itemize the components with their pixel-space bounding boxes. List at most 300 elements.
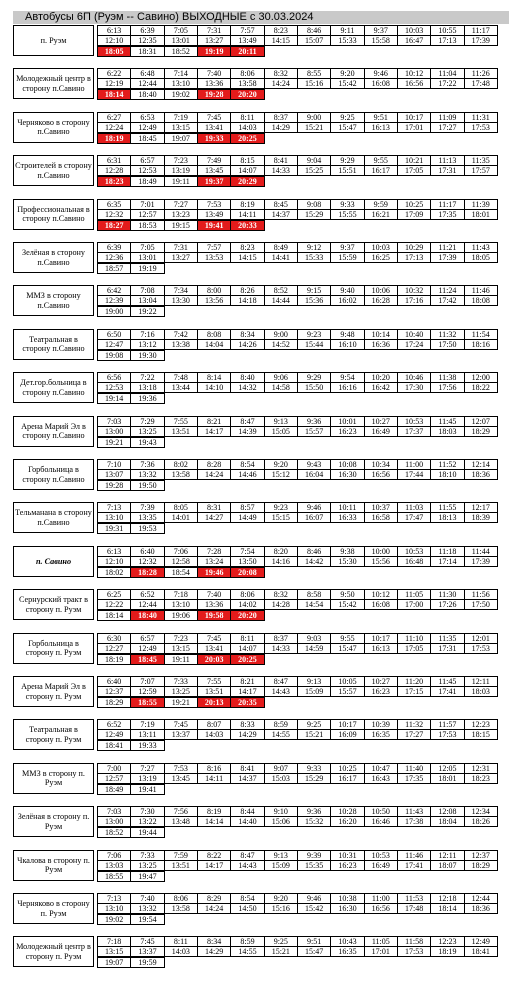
departure-time-cell: 11:44 — [464, 546, 498, 557]
times-grid — [97, 850, 509, 883]
departure-time-cell: 7:54 — [230, 546, 264, 557]
stop-block — [13, 242, 509, 273]
stop-name: Зелёная в сторону п.Савино — [13, 242, 94, 273]
stop-name: п. Руэм — [13, 25, 94, 56]
departure-time-cell: 18:05 — [97, 46, 131, 57]
departure-time-cell: 9:00 — [297, 112, 331, 123]
departure-time-cell: 12:58 — [164, 556, 198, 567]
departure-time-cell: 15:05 — [264, 426, 298, 437]
departure-time-cell: 13:53 — [197, 252, 231, 263]
departure-time-cell: 13:15 — [164, 122, 198, 133]
departure-time-cell: 15:55 — [330, 209, 364, 220]
departure-time-cell: 8:59 — [230, 936, 264, 947]
departure-time-cell: 17:53 — [397, 946, 431, 957]
departure-time-cell: 12:28 — [97, 165, 131, 176]
departure-time-cell: 16:02 — [330, 295, 364, 306]
departure-time-cell: 11:35 — [430, 633, 464, 644]
departure-time-cell: 6:39 — [130, 25, 164, 36]
stop-name: Тельманана в сторону п.Савино — [13, 502, 94, 533]
departure-time-cell: 20:33 — [230, 220, 264, 231]
stop-block — [13, 633, 509, 664]
departure-time-cell: 13:27 — [197, 35, 231, 46]
departure-time-cell: 12:11 — [464, 676, 498, 687]
departure-time-cell: 12:53 — [97, 382, 131, 393]
departure-time-cell: 8:47 — [230, 850, 264, 861]
times-row — [97, 568, 509, 579]
departure-time-cell: 16:13 — [364, 122, 398, 133]
departure-time-cell: 10:28 — [330, 806, 364, 817]
departure-time-cell: 7:18 — [164, 589, 198, 600]
departure-time-cell: 16:30 — [330, 903, 364, 914]
departure-time-cell: 8:05 — [164, 502, 198, 513]
stop-block — [13, 112, 509, 143]
departure-time-cell: 16:30 — [330, 469, 364, 480]
departure-time-cell: 10:25 — [330, 763, 364, 774]
stop-name: Молодежный центр в сторону п. Руэм — [13, 936, 94, 967]
departure-time-cell: 8:37 — [264, 633, 298, 644]
departure-time-cell: 14:24 — [197, 469, 231, 480]
departure-time-cell: 6:35 — [97, 199, 131, 210]
departure-time-cell: 8:46 — [297, 25, 331, 36]
departure-time-cell: 7:14 — [164, 68, 198, 79]
departure-time-cell: 8:02 — [164, 459, 198, 470]
departure-time-cell: 20:35 — [230, 697, 264, 708]
departure-time-cell: 13:51 — [164, 426, 198, 437]
departure-time-cell: 10:38 — [330, 893, 364, 904]
departure-time-cell: 19:47 — [130, 871, 164, 882]
departure-time-cell: 14:14 — [197, 816, 231, 827]
departure-time-cell: 11:58 — [397, 936, 431, 947]
departure-time-cell: 7:31 — [197, 25, 231, 36]
departure-time-cell: 12:57 — [130, 209, 164, 220]
departure-time-cell: 15:29 — [297, 209, 331, 220]
departure-time-cell: 8:44 — [230, 806, 264, 817]
departure-time-cell: 13:10 — [164, 599, 198, 610]
departure-time-cell: 17:24 — [397, 339, 431, 350]
departure-time-cell: 9:29 — [297, 372, 331, 383]
departure-time-cell: 17:01 — [397, 122, 431, 133]
departure-time-cell: 14:29 — [230, 729, 264, 740]
departure-time-cell: 15:42 — [330, 78, 364, 89]
departure-time-cell: 18:52 — [97, 827, 131, 838]
departure-time-cell: 13:48 — [164, 816, 198, 827]
departure-time-cell: 17:35 — [430, 209, 464, 220]
stop-block — [13, 329, 509, 360]
stop-block — [13, 25, 509, 56]
departure-time-cell: 13:35 — [130, 512, 164, 523]
departure-time-cell: 11:26 — [464, 68, 498, 79]
departure-time-cell: 15:07 — [297, 35, 331, 46]
departure-time-cell: 12:36 — [97, 252, 131, 263]
departure-time-cell: 13:04 — [130, 295, 164, 306]
departure-time-cell: 17:37 — [397, 426, 431, 437]
departure-time-cell: 16:49 — [364, 860, 398, 871]
departure-time-cell: 16:17 — [364, 165, 398, 176]
departure-time-cell: 13:07 — [97, 469, 131, 480]
departure-time-cell: 11:31 — [464, 112, 498, 123]
departure-time-cell: 7:40 — [197, 68, 231, 79]
departure-time-cell: 14:17 — [197, 426, 231, 437]
departure-time-cell: 18:03 — [464, 686, 498, 697]
departure-time-cell: 17:41 — [397, 860, 431, 871]
departure-time-cell: 13:58 — [164, 903, 198, 914]
departure-time-cell: 8:00 — [197, 285, 231, 296]
departure-time-cell: 19:14 — [97, 393, 131, 404]
departure-time-cell: 14:41 — [264, 252, 298, 263]
departure-time-cell: 19:11 — [164, 654, 198, 665]
departure-time-cell: 17:30 — [397, 382, 431, 393]
departure-time-cell: 7:45 — [130, 936, 164, 947]
stop-block — [13, 850, 509, 881]
departure-time-cell: 14:29 — [264, 122, 298, 133]
departure-time-cell: 13:58 — [164, 469, 198, 480]
departure-time-cell: 11:54 — [464, 329, 498, 340]
departure-time-cell: 12:10 — [97, 556, 131, 567]
departure-time-cell: 16:10 — [330, 339, 364, 350]
page-title: Автобусы 6П (Руэм -- Савино) ВЫХОДНЫЕ с 30.03.2024 — [13, 11, 509, 24]
departure-time-cell: 18:03 — [430, 426, 464, 437]
departure-time-cell: 19:28 — [197, 89, 231, 100]
departure-time-cell: 13:12 — [130, 339, 164, 350]
departure-time-cell: 18:14 — [97, 610, 131, 621]
departure-time-cell: 6:31 — [97, 155, 131, 166]
departure-time-cell: 19:22 — [130, 306, 164, 317]
departure-time-cell: 16:42 — [364, 382, 398, 393]
departure-time-cell: 16:17 — [330, 773, 364, 784]
times-row — [97, 177, 509, 188]
stop-name: Театральная в сторону п. Руэм — [13, 719, 94, 750]
departure-time-cell: 12:57 — [97, 773, 131, 784]
departure-time-cell: 12:34 — [464, 806, 498, 817]
departure-time-cell: 19:19 — [130, 263, 164, 274]
departure-time-cell: 13:00 — [97, 816, 131, 827]
departure-time-cell: 6:22 — [97, 68, 131, 79]
departure-time-cell: 18:45 — [130, 654, 164, 665]
departure-time-cell: 9:13 — [297, 676, 331, 687]
stop-name: ММЗ в сторону п. Руэм — [13, 763, 94, 794]
departure-time-cell: 9:46 — [297, 502, 331, 513]
departure-time-cell: 19:59 — [130, 957, 164, 968]
departure-time-cell: 13:51 — [164, 860, 198, 871]
departure-time-cell: 18:01 — [430, 773, 464, 784]
departure-time-cell: 13:38 — [164, 339, 198, 350]
departure-time-cell: 19:41 — [130, 784, 164, 795]
departure-time-cell: 8:47 — [230, 416, 264, 427]
departure-time-cell: 11:32 — [430, 329, 464, 340]
times-row — [97, 611, 509, 622]
departure-time-cell: 16:09 — [330, 729, 364, 740]
departure-time-cell: 10:43 — [330, 936, 364, 947]
stop-block — [13, 589, 509, 620]
departure-time-cell: 15:12 — [264, 469, 298, 480]
departure-time-cell: 8:19 — [197, 806, 231, 817]
departure-time-cell: 14:58 — [264, 382, 298, 393]
departure-time-cell: 12:59 — [130, 686, 164, 697]
departure-time-cell: 11:40 — [397, 763, 431, 774]
departure-time-cell: 18:31 — [130, 46, 164, 57]
times-grid — [97, 936, 509, 969]
departure-time-cell: 14:44 — [264, 295, 298, 306]
departure-time-cell: 19:21 — [97, 437, 131, 448]
stop-name: Строителей в сторону п.Савино — [13, 155, 94, 186]
departure-time-cell: 14:28 — [264, 599, 298, 610]
stop-name: Театральная в сторону п.Савино — [13, 329, 94, 360]
departure-time-cell: 19:15 — [164, 220, 198, 231]
departure-time-cell: 18:10 — [430, 469, 464, 480]
departure-time-cell: 11:00 — [397, 459, 431, 470]
departure-time-cell: 10:11 — [330, 502, 364, 513]
departure-time-cell: 8:21 — [230, 676, 264, 687]
departure-time-cell: 10:25 — [397, 199, 431, 210]
departure-time-cell: 15:42 — [297, 903, 331, 914]
departure-time-cell: 14:01 — [164, 512, 198, 523]
departure-time-cell: 11:00 — [364, 893, 398, 904]
times-grid — [97, 112, 509, 145]
departure-time-cell: 14:43 — [264, 686, 298, 697]
departure-time-cell: 10:50 — [364, 806, 398, 817]
departure-time-cell: 9:13 — [264, 850, 298, 861]
departure-time-cell: 11:05 — [397, 589, 431, 600]
departure-time-cell: 13:49 — [197, 209, 231, 220]
departure-time-cell: 14:04 — [197, 339, 231, 350]
departure-time-cell: 11:38 — [430, 372, 464, 383]
departure-time-cell: 11:24 — [430, 285, 464, 296]
departure-time-cell: 9:37 — [330, 242, 364, 253]
departure-time-cell: 13:00 — [97, 426, 131, 437]
departure-time-cell: 16:28 — [364, 295, 398, 306]
departure-time-cell: 17:13 — [430, 35, 464, 46]
departure-time-cell: 17:35 — [397, 773, 431, 784]
departure-time-cell: 12:37 — [464, 850, 498, 861]
departure-time-cell: 13:41 — [197, 122, 231, 133]
departure-time-cell: 9:25 — [264, 936, 298, 947]
departure-time-cell: 15:09 — [264, 860, 298, 871]
departure-time-cell: 8:23 — [230, 242, 264, 253]
departure-time-cell: 10:06 — [364, 285, 398, 296]
departure-time-cell: 9:36 — [297, 806, 331, 817]
departure-time-cell: 7:48 — [164, 372, 198, 383]
departure-time-cell: 7:03 — [97, 416, 131, 427]
departure-time-cell: 17:47 — [397, 512, 431, 523]
departure-time-cell: 7:23 — [164, 155, 198, 166]
departure-time-cell: 7:06 — [97, 850, 131, 861]
departure-time-cell: 18:02 — [97, 567, 131, 578]
times-row — [97, 264, 509, 275]
departure-time-cell: 8:11 — [230, 112, 264, 123]
departure-time-cell: 7:33 — [164, 676, 198, 687]
departure-time-cell: 15:56 — [364, 556, 398, 567]
departure-time-cell: 7:53 — [164, 763, 198, 774]
departure-time-cell: 16:36 — [364, 339, 398, 350]
departure-time-cell: 18:05 — [464, 252, 498, 263]
departure-time-cell: 13:58 — [230, 78, 264, 89]
departure-time-cell: 17:39 — [464, 35, 498, 46]
departure-time-cell: 17:05 — [397, 165, 431, 176]
departure-time-cell: 10:37 — [364, 502, 398, 513]
departure-time-cell: 13:11 — [130, 729, 164, 740]
departure-time-cell: 20:13 — [197, 697, 231, 708]
departure-time-cell: 19:54 — [130, 914, 164, 925]
departure-time-cell: 8:06 — [164, 893, 198, 904]
departure-time-cell: 9:51 — [297, 936, 331, 947]
departure-time-cell: 9:08 — [297, 199, 331, 210]
departure-time-cell: 7:57 — [197, 242, 231, 253]
departure-time-cell: 6:48 — [130, 68, 164, 79]
departure-time-cell: 12:47 — [97, 339, 131, 350]
departure-time-cell: 12:32 — [130, 556, 164, 567]
departure-time-cell: 13:01 — [130, 252, 164, 263]
departure-time-cell: 14:54 — [297, 599, 331, 610]
departure-time-cell: 6:56 — [97, 372, 131, 383]
departure-time-cell: 11:17 — [464, 25, 498, 36]
departure-time-cell: 17:26 — [430, 599, 464, 610]
departure-time-cell: 8:52 — [264, 285, 298, 296]
departure-time-cell: 12:23 — [464, 719, 498, 730]
times-grid — [97, 589, 509, 622]
departure-time-cell: 11:53 — [397, 893, 431, 904]
departure-time-cell: 14:37 — [230, 773, 264, 784]
departure-time-cell: 10:20 — [364, 372, 398, 383]
departure-time-cell: 13:51 — [197, 686, 231, 697]
departure-time-cell: 20:08 — [230, 567, 264, 578]
departure-time-cell: 13:23 — [164, 209, 198, 220]
departure-time-cell: 8:11 — [164, 936, 198, 947]
departure-time-cell: 7:19 — [164, 112, 198, 123]
departure-time-cell: 17:31 — [430, 165, 464, 176]
departure-time-cell: 19:33 — [197, 133, 231, 144]
departure-time-cell: 12:07 — [464, 416, 498, 427]
departure-time-cell: 10:08 — [330, 459, 364, 470]
departure-time-cell: 8:34 — [230, 329, 264, 340]
departure-time-cell: 9:03 — [297, 633, 331, 644]
departure-time-cell: 11:10 — [397, 633, 431, 644]
departure-time-cell: 10:29 — [397, 242, 431, 253]
departure-time-cell: 14:52 — [264, 339, 298, 350]
departure-time-cell: 14:49 — [230, 512, 264, 523]
departure-time-cell: 7:59 — [164, 850, 198, 861]
departure-time-cell: 18:36 — [464, 903, 498, 914]
departure-time-cell: 12:22 — [97, 599, 131, 610]
departure-time-cell: 9:25 — [297, 719, 331, 730]
departure-time-cell: 8:46 — [297, 546, 331, 557]
departure-time-cell: 7:18 — [97, 936, 131, 947]
departure-time-cell: 13:36 — [197, 78, 231, 89]
departure-time-cell: 13:56 — [197, 295, 231, 306]
departure-time-cell: 9:55 — [330, 633, 364, 644]
departure-time-cell: 16:13 — [364, 643, 398, 654]
departure-time-cell: 19:07 — [164, 133, 198, 144]
departure-time-cell: 17:41 — [430, 686, 464, 697]
departure-time-cell: 18:39 — [464, 512, 498, 523]
departure-time-cell: 7:49 — [197, 155, 231, 166]
departure-time-cell: 18:01 — [464, 209, 498, 220]
departure-time-cell: 15:36 — [297, 295, 331, 306]
departure-time-cell: 14:16 — [264, 556, 298, 567]
departure-time-cell: 11:46 — [397, 850, 431, 861]
departure-time-cell: 10:39 — [364, 719, 398, 730]
departure-time-cell: 8:07 — [197, 719, 231, 730]
departure-time-cell: 8:54 — [230, 459, 264, 470]
departure-time-cell: 17:38 — [397, 816, 431, 827]
stop-name: Профессиональная в сторону п.Савино — [13, 199, 94, 230]
departure-time-cell: 14:43 — [230, 860, 264, 871]
departure-time-cell: 7:33 — [130, 850, 164, 861]
departure-time-cell: 15:33 — [330, 35, 364, 46]
departure-time-cell: 17:44 — [397, 469, 431, 480]
departure-time-cell: 6:50 — [97, 329, 131, 340]
departure-time-cell: 20:20 — [230, 89, 264, 100]
departure-time-cell: 7:31 — [164, 242, 198, 253]
departure-time-cell: 10:03 — [397, 25, 431, 36]
departure-time-cell: 17:57 — [464, 165, 498, 176]
departure-time-cell: 7:42 — [164, 329, 198, 340]
departure-time-cell: 19:02 — [97, 914, 131, 925]
departure-time-cell: 11:52 — [430, 459, 464, 470]
departure-time-cell: 18:19 — [430, 946, 464, 957]
departure-time-cell: 12:39 — [97, 295, 131, 306]
departure-time-cell: 8:31 — [197, 502, 231, 513]
times-row — [97, 481, 509, 492]
departure-time-cell: 10:40 — [397, 329, 431, 340]
times-row — [97, 351, 509, 362]
departure-time-cell: 8:40 — [230, 372, 264, 383]
departure-time-cell: 19:11 — [164, 176, 198, 187]
departure-time-cell: 13:24 — [197, 556, 231, 567]
departure-time-cell: 11:03 — [397, 502, 431, 513]
departure-time-cell: 13:45 — [197, 165, 231, 176]
departure-time-cell: 20:03 — [197, 654, 231, 665]
departure-time-cell: 14:46 — [230, 469, 264, 480]
departure-time-cell: 11:45 — [430, 676, 464, 687]
stop-name: Арена Марий Эл в сторону п. Руэм — [13, 676, 94, 707]
times-row — [97, 958, 509, 969]
departure-time-cell: 9:25 — [330, 112, 364, 123]
departure-time-cell: 7:06 — [164, 546, 198, 557]
times-grid — [97, 416, 509, 449]
departure-time-cell: 7:08 — [130, 285, 164, 296]
departure-time-cell: 18:49 — [97, 784, 131, 795]
departure-time-cell: 13:03 — [97, 860, 131, 871]
stop-block — [13, 893, 509, 924]
departure-time-cell: 17:48 — [464, 78, 498, 89]
stop-block — [13, 372, 509, 403]
departure-time-cell: 18:19 — [97, 133, 131, 144]
times-row — [97, 47, 509, 58]
stop-block — [13, 285, 509, 316]
times-row — [97, 134, 509, 145]
departure-time-cell: 7:55 — [164, 416, 198, 427]
times-grid — [97, 806, 509, 839]
departure-time-cell: 12:24 — [97, 122, 131, 133]
departure-time-cell: 13:01 — [164, 35, 198, 46]
departure-time-cell: 15:06 — [264, 816, 298, 827]
departure-time-cell: 10:00 — [364, 546, 398, 557]
departure-time-cell: 16:58 — [364, 512, 398, 523]
times-grid — [97, 763, 509, 796]
departure-time-cell: 14:55 — [264, 729, 298, 740]
departure-time-cell: 14:40 — [230, 816, 264, 827]
times-row — [97, 915, 509, 926]
departure-time-cell: 9:50 — [330, 589, 364, 600]
departure-time-cell: 18:14 — [97, 89, 131, 100]
departure-time-cell: 7:40 — [197, 589, 231, 600]
departure-time-cell: 19:30 — [130, 350, 164, 361]
departure-time-cell: 7:34 — [164, 285, 198, 296]
departure-time-cell: 19:41 — [197, 220, 231, 231]
departure-time-cell: 17:16 — [397, 295, 431, 306]
departure-time-cell: 9:12 — [297, 242, 331, 253]
departure-time-cell: 17:14 — [430, 556, 464, 567]
